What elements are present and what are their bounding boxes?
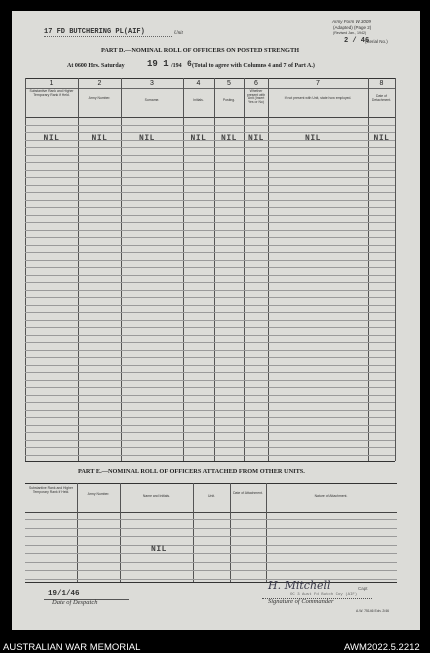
col-header: Surname. <box>144 98 160 102</box>
ruled-line <box>25 177 395 178</box>
serial-value: 2 / 46 <box>344 37 370 45</box>
table-d-top <box>25 78 395 79</box>
ruled-line <box>25 207 395 208</box>
serial-label: (Serial No.) <box>365 39 388 44</box>
col-header: Date of Detachment. <box>371 94 392 102</box>
ruled-line <box>25 185 395 186</box>
ruled-line <box>25 395 395 396</box>
nil-entry: NIL <box>373 134 390 143</box>
table-e-divider <box>230 483 231 582</box>
ruled-line <box>25 342 395 343</box>
ruled-line <box>25 528 397 529</box>
ruled-line <box>25 417 395 418</box>
at-hours-text: At 0600 Hrs. Saturday <box>67 63 125 69</box>
nil-entry: NIL <box>248 134 264 143</box>
col-header: Date of Attachment. <box>233 491 263 495</box>
ruled-line <box>25 282 395 283</box>
ruled-line <box>25 267 395 268</box>
ruled-line <box>25 320 395 321</box>
ruled-line <box>25 335 395 336</box>
col-number: 8 <box>379 80 384 87</box>
ruled-line <box>25 402 395 403</box>
ruled-line <box>25 350 395 351</box>
ruled-line <box>25 237 395 238</box>
table-e-bottom <box>25 582 397 583</box>
ruled-line <box>25 275 395 276</box>
ruled-line <box>25 260 395 261</box>
ruled-line <box>25 553 397 554</box>
ruled-line <box>25 297 395 298</box>
col-header: Unit. <box>208 494 215 498</box>
ruled-line <box>25 380 395 381</box>
unit-number: 17 FD BUTCHERING PL(AIF) <box>44 28 145 36</box>
ruled-line <box>25 132 395 133</box>
despatch-label: Date of Despatch <box>52 599 98 606</box>
table-d-border <box>395 78 396 461</box>
ruled-line <box>25 170 395 171</box>
part-d-title: PART D.—NOMINAL ROLL OF OFFICERS ON POSTED STRENGTH <box>101 47 300 54</box>
signature-label: Signature of Commander <box>268 598 334 605</box>
nil-entry: NIL <box>221 134 237 143</box>
table-e-header-line <box>25 512 397 513</box>
ruled-line <box>25 432 395 433</box>
despatch-date: 19/1/46 <box>48 590 80 598</box>
ruled-line <box>25 410 395 411</box>
unit-underline <box>44 36 172 37</box>
ruled-line <box>25 230 395 231</box>
col-header: Name and Initials. <box>142 494 171 498</box>
col-header: Initials. <box>193 98 204 102</box>
form-adapted: (Adapted) (Page 2) <box>333 25 372 30</box>
col-header: Nature of Attachment. <box>314 494 348 498</box>
date-typed: 19 1 <box>147 59 169 69</box>
col-number: 6 <box>254 80 258 87</box>
ruled-line <box>25 290 395 291</box>
ruled-line <box>25 312 395 313</box>
ruled-line <box>25 327 395 328</box>
col-header: If not present with Unit, state how employed. <box>284 96 352 100</box>
signature: H. Mitchell <box>268 579 331 592</box>
ruled-line <box>25 252 395 253</box>
nil-entry: NIL <box>190 134 207 143</box>
ruled-line <box>25 192 395 193</box>
table-e-divider <box>193 483 194 582</box>
col-header: Whether present with Unit (Insert Yes or No) <box>246 89 266 105</box>
table-d-numrow-line <box>25 88 395 89</box>
signature-stamp: OC 3 Aust Fd Butch Coy (AIF) <box>290 593 358 597</box>
year-digit: 6 <box>187 60 192 69</box>
ruled-line <box>25 536 397 537</box>
nil-entry: NIL <box>139 134 155 143</box>
ruled-line <box>25 447 395 448</box>
nil-entry: NIL <box>305 134 321 143</box>
unit-label: Unit <box>174 31 183 36</box>
part-e-title: PART E.—NOMINAL ROLL OF OFFICERS ATTACHED FROM OTHER UNITS. <box>78 468 305 475</box>
col-number: 3 <box>150 80 154 87</box>
col-number: 5 <box>227 80 231 87</box>
ruled-line <box>25 372 395 373</box>
col-header: Substantive Rank and Higher Temporary Rank if Held. <box>28 486 74 494</box>
table-d-bottom <box>25 461 395 462</box>
table-e-divider <box>266 483 267 582</box>
ruled-line <box>25 200 395 201</box>
ruled-line <box>25 215 395 216</box>
caption-right: AWM2022.5.2212 <box>344 642 420 653</box>
ruled-line <box>25 305 395 306</box>
caption-left: AUSTRALIAN WAR MEMORIAL <box>3 642 141 653</box>
nil-entry: NIL <box>91 134 108 143</box>
ruled-line <box>25 440 395 441</box>
print-note: A.W. 75146 Edn. 2/46 <box>356 609 389 613</box>
col-header: Substantive Rank and Higher Temporary Rank if Held. <box>29 89 74 97</box>
col-number: 4 <box>196 80 201 87</box>
col-number: 7 <box>316 80 320 87</box>
total-text: (Total to agree with Columns 4 and 7 of Part A.) <box>192 63 315 69</box>
ruled-line <box>25 562 397 563</box>
ruled-line <box>25 519 397 520</box>
ruled-line <box>25 147 395 148</box>
form-number: Army Form W.3009 <box>332 19 371 24</box>
col-number: 1 <box>49 80 54 87</box>
year-text: /194 <box>171 63 182 69</box>
ruled-line <box>25 125 395 126</box>
ruled-line <box>25 357 395 358</box>
ruled-line <box>25 579 397 580</box>
ruled-line <box>25 245 395 246</box>
table-e-divider <box>77 483 78 582</box>
ruled-line <box>25 387 395 388</box>
table-e-top <box>25 483 397 484</box>
ruled-line <box>25 570 397 571</box>
ruled-line <box>25 545 397 546</box>
nil-entry: NIL <box>151 545 167 554</box>
ruled-line <box>25 155 395 156</box>
col-header: Army Number. <box>87 492 110 496</box>
form-revised: (Revised Jan., 1942) <box>333 31 367 35</box>
col-header: Army Number. <box>88 96 111 100</box>
table-e-divider <box>120 483 121 582</box>
nil-entry: NIL <box>43 134 60 143</box>
ruled-line <box>25 365 395 366</box>
ruled-line <box>25 222 395 223</box>
col-header: Posting. <box>222 98 236 102</box>
col-number: 2 <box>97 80 102 87</box>
table-d-header-line <box>25 117 395 118</box>
signature-rank: Capt <box>358 586 368 591</box>
ruled-line <box>25 162 395 163</box>
ruled-line <box>25 425 395 426</box>
caption-bar <box>0 630 430 653</box>
ruled-line <box>25 455 395 456</box>
